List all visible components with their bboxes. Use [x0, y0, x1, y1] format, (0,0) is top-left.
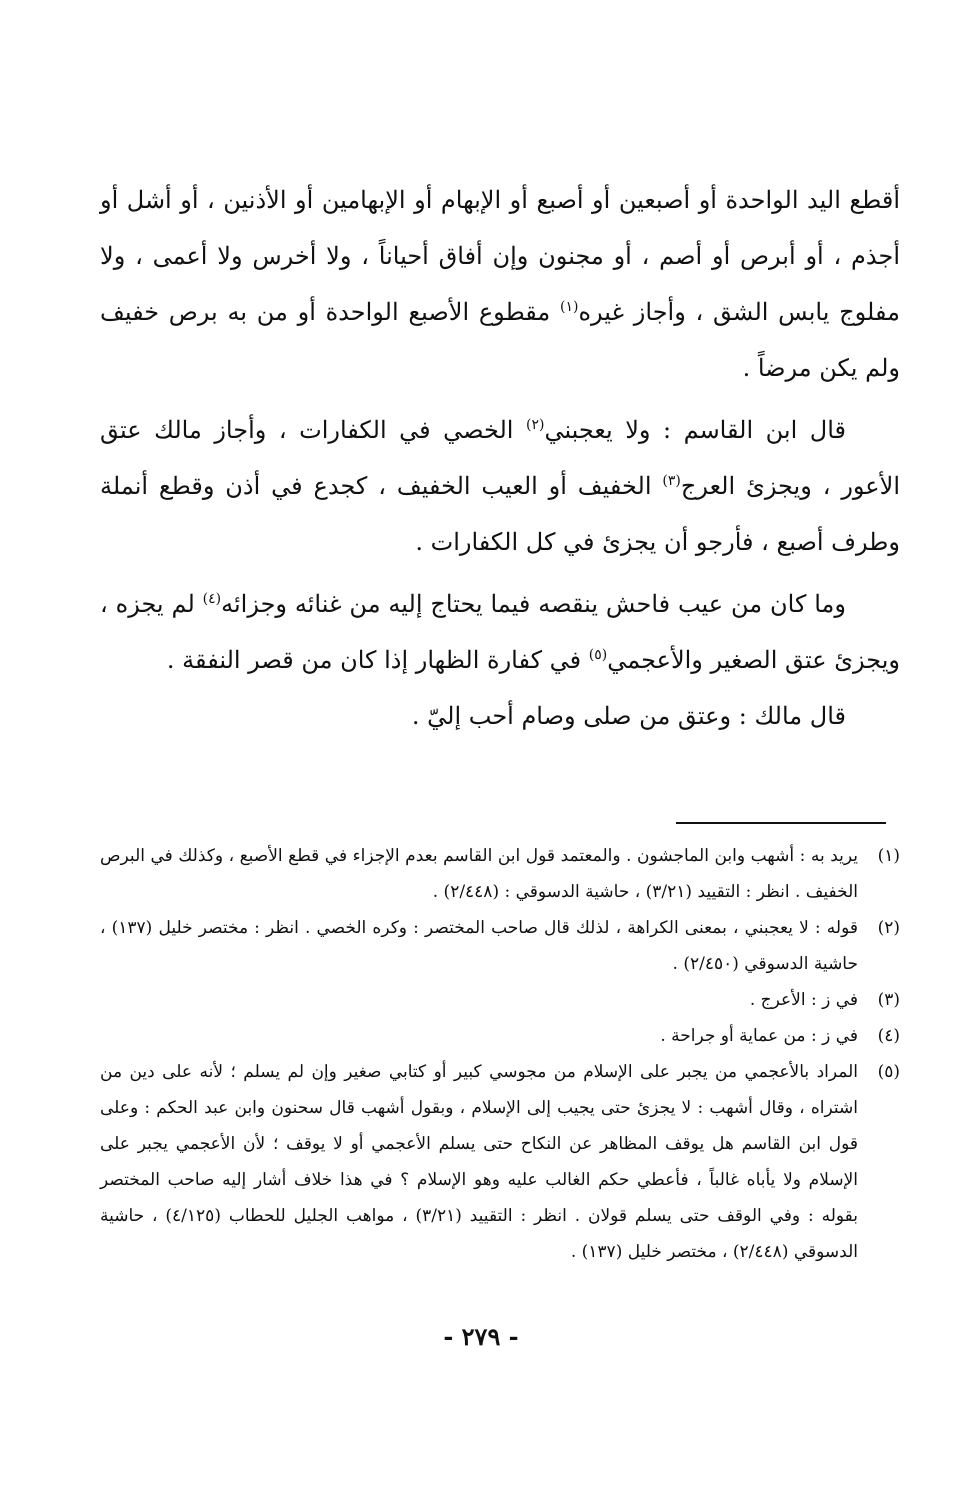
paragraph-2-part-a: قال ابن القاسم : ولا يعجبني [544, 416, 846, 444]
paragraph-2 [100, 402, 900, 570]
footnote-separator [676, 822, 886, 824]
paragraph-4: قال مالك : وعتق من صلى وصام أحب إليّ . [411, 702, 846, 730]
footnote-number: (٣) [877, 990, 900, 1010]
footnotes [100, 838, 900, 1270]
footnote-5 [100, 1054, 900, 1270]
paragraph-3-part-c: في كفارة الظهار إذا كان من قصر النفقة . [166, 646, 589, 674]
footnote-text: في ز : من عماية أو جراحة . [660, 1026, 858, 1046]
footnote-number: (٤) [877, 1026, 900, 1046]
footnote-ref-2: (٢) [525, 417, 545, 433]
paragraph-2-part-c: الخفيف أو العيب الخفيف ، كجدع في أذن وقطع أنملة وطرف أصبع ، فأرجو أن يجزئ في كل الكفارات . [100, 472, 900, 556]
footnote-2 [100, 910, 900, 982]
footnote-ref-5: (٥) [588, 647, 608, 663]
paragraph-1-tail: مقطوع الأصبع الواحدة أو من به برص خفيف ولم يكن مرضاً . [100, 298, 900, 382]
footnote-text: في ز : الأعرج . [749, 990, 858, 1010]
footnote-4 [100, 1018, 900, 1054]
footnote-ref-3: (٣) [662, 473, 681, 489]
footnote-3 [100, 982, 900, 1018]
footnote-text: يريد به : أشهب وابن الماجشون . والمعتمد قول ابن القاسم بعدم الإجزاء في قطع الأصبع ، وكذلك في البرص الخفيف . انظر : التقييد (٣/٢١) ، حاشية الدسوقي : (٢/٤٤٨) . [100, 846, 858, 902]
paragraph-1-text: أقطع اليد الواحدة أو أصبعين أو أصبع أو الإبهام أو الإبهامين أو الأذنين ، أو أشل أو أجذم ، أو أبرص أو أصم ، أو مجنون وإن أفاق أحياناً ، ولا أخرس ولا أعمى ، ولا مفلوج يابس الشق ، وأجاز غيره [100, 186, 900, 326]
main-text [100, 172, 900, 744]
footnote-text: قوله : لا يعجبني ، بمعنى الكراهة ، لذلك قال صاحب المختصر : وكره الخصي . انظر : مختصر خليل (١٣٧) ، حاشية الدسوقي (٢/٤٥٠) . [100, 918, 858, 974]
paragraph-1 [100, 172, 900, 396]
page-number: - ٢٧٩ - [443, 1322, 519, 1351]
footnote-number: (٢) [877, 918, 900, 938]
paragraph-2-part-b: الخصي في الكفارات ، وأجاز مالك عتق الأعور ، ويجزئ العرج [100, 416, 900, 500]
footnote-ref-1: (١) [560, 299, 579, 315]
footnote-ref-4: (٤) [202, 591, 222, 607]
paragraph-3-part-b: لم يجزه ، ويجزئ عتق الصغير والأعجمي [100, 590, 900, 674]
footnote-1 [100, 838, 900, 910]
footnote-number: (١) [877, 846, 900, 866]
paragraph-3 [100, 576, 900, 688]
footnote-text: المراد بالأعجمي من يجبر على الإسلام من مجوسي كبير أو كتابي صغير وإن لم يسلم ؛ لأنه على دين من اشتراه ، وقال أشهب : لا يجزئ حتى يجيب إلى الإسلام ، وبقول أشهب قال سحنون وابن عبد الحكم : وعلى قول ابن القاسم هل يوقف المظاهر عن النكاح حتى يسلم الأعجمي أو لا يوقف ؛ لأن الأعجمي يجبر على الإسلام ولا يأباه غالباً ، فأعطي حكم الغالب عليه وهو الإسلام ؟ في هذا خلاف أشار إليه صاحب المختصر بقوله : وفي الوقف حتى يسلم قولان . انظر : التقييد (٣/٢١) ، مواهب الجليل للحطاب (٤/١٢٥) ، حاشية الدسوقي (٢/٤٤٨) ، مختصر خليل (١٣٧) . [100, 1062, 858, 1262]
footnote-number: (٥) [877, 1062, 900, 1082]
paragraph-3-part-a: وما كان من عيب فاحش ينقصه فيما يحتاج إليه من غنائه وجزائه [221, 590, 846, 618]
